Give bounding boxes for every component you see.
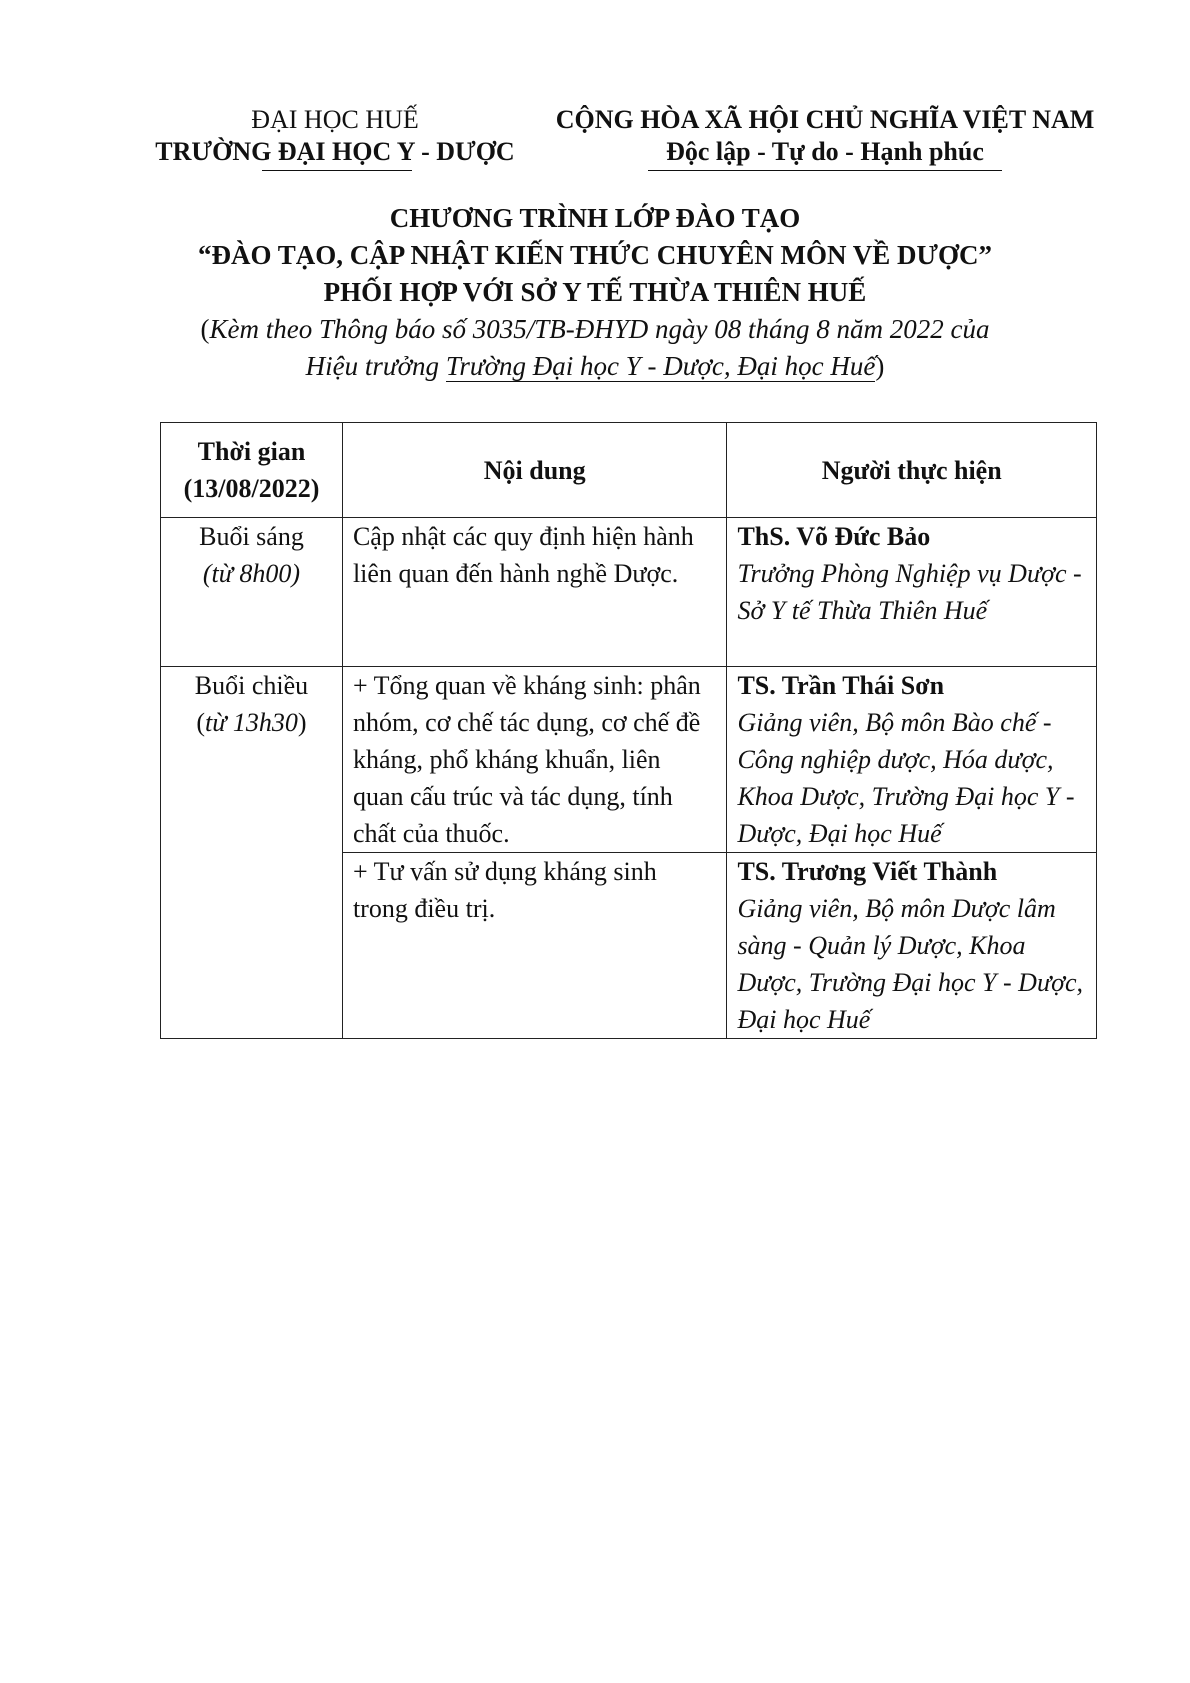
session-time-close: )	[297, 708, 307, 737]
session-time-text: từ 13h30	[205, 708, 298, 737]
session-time: (từ 8h00)	[202, 559, 301, 588]
table-row	[161, 518, 1097, 667]
presenter-cell	[727, 853, 1097, 1039]
title-note-line-2	[0, 348, 1190, 385]
header-content: Nội dung	[342, 423, 726, 518]
presenter-name: TS. Trần Thái Sơn	[737, 671, 945, 700]
title-line-3: PHỐI HỢP VỚI SỞ Y TẾ THỪA THIÊN HUẾ	[323, 277, 867, 307]
title-note-line-1	[0, 311, 1190, 348]
university-name: ĐẠI HỌC HUẾ	[251, 105, 419, 134]
header-time	[161, 423, 343, 518]
institution-underline	[262, 170, 412, 171]
note-text-2b: Trường Đại học Y - Dược, Đại học Huế	[445, 351, 876, 381]
session-time-open: (	[196, 708, 206, 737]
session-label: Buổi chiều	[194, 671, 309, 700]
presenter-role: Giảng viên, Bộ môn Bào chế - Công nghiệp dược, Hóa dược, Khoa Dược, Trường Đại học Y - Dược, Đại học Huế	[737, 708, 1075, 848]
header-time-date: (13/08/2022)	[183, 474, 320, 503]
session-afternoon	[161, 667, 343, 1039]
content-cell: Cập nhật các quy định hiện hành liên quan đến hành nghề Dược.	[342, 518, 726, 667]
header-time-label: Thời gian	[197, 437, 306, 466]
presenter-cell	[727, 667, 1097, 853]
nation-motto: Độc lập - Tự do - Hạnh phúc	[666, 137, 984, 166]
presenter-cell	[727, 518, 1097, 667]
table-row	[161, 667, 1097, 853]
note-text-2a: Hiệu trưởng	[305, 351, 446, 381]
header-institution	[150, 104, 520, 168]
presenter-name: TS. Trương Viết Thành	[737, 857, 998, 886]
content-cell: + Tư vấn sử dụng kháng sinh trong điều trị.	[342, 853, 726, 1039]
table-header-row	[161, 423, 1097, 518]
nation-name: CỘNG HÒA XÃ HỘI CHỦ NGHĨA VIỆT NAM	[555, 105, 1095, 134]
note-open-paren: (	[200, 314, 210, 344]
document-title	[0, 200, 1190, 385]
motto-underline	[648, 170, 1002, 171]
school-name: TRƯỜNG ĐẠI HỌC Y - DƯỢC	[155, 137, 515, 166]
presenter-role: Giảng viên, Bộ môn Dược lâm sàng - Quản lý Dược, Khoa Dược, Trường Đại học Y - Dược, Đại học Huế	[737, 894, 1084, 1034]
presenter-name: ThS. Võ Đức Bảo	[737, 522, 931, 551]
schedule-table	[160, 422, 1097, 1039]
title-line-2: “ĐÀO TẠO, CẬP NHẬT KIẾN THỨC CHUYÊN MÔN VỀ DƯỢC”	[197, 240, 993, 270]
presenter-role: Trưởng Phòng Nghiệp vụ Dược - Sở Y tế Thừa Thiên Huế	[737, 559, 1082, 625]
session-time	[171, 704, 332, 741]
session-label: Buổi sáng	[199, 522, 304, 551]
note-text-1: Kèm theo Thông báo số 3035/TB-ĐHYD ngày 08 tháng 8 năm 2022 của	[209, 314, 990, 344]
session-morning	[161, 518, 343, 667]
content-cell: + Tổng quan về kháng sinh: phân nhóm, cơ chế tác dụng, cơ chế đề kháng, phổ kháng khuẩn, liên quan cấu trúc và tác dụng, tính chất của thuốc.	[342, 667, 726, 853]
header-presenter: Người thực hiện	[727, 423, 1097, 518]
header-nation	[555, 104, 1095, 168]
note-close-paren: )	[875, 351, 885, 381]
title-line-1: CHƯƠNG TRÌNH LỚP ĐÀO TẠO	[389, 203, 801, 233]
